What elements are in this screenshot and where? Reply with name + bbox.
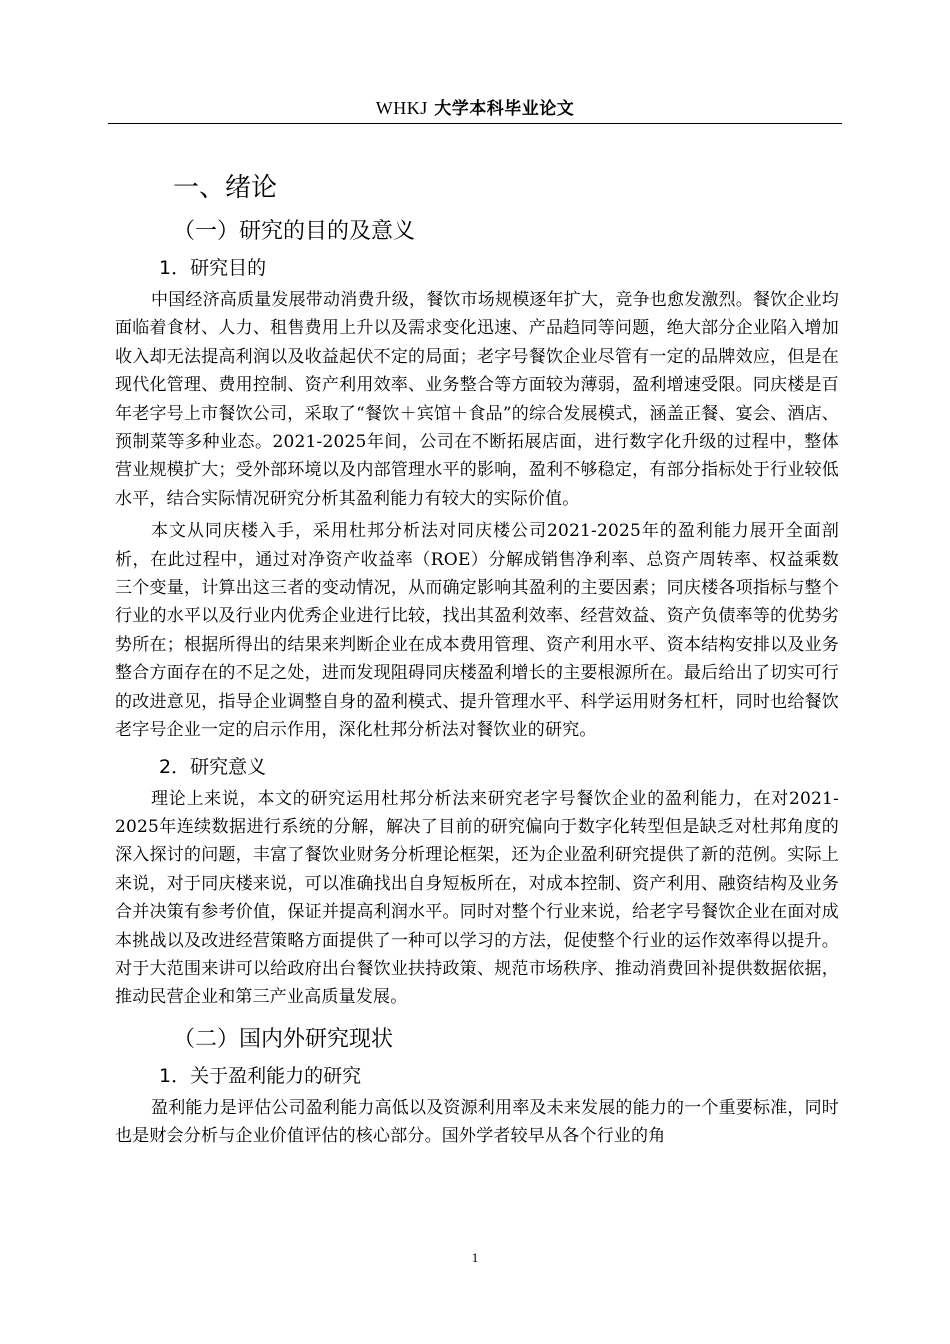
- subsection-heading-significance: 2．研究意义: [159, 755, 267, 778]
- document-body: [115, 166, 839, 1155]
- paragraph: 盈利能力是评估公司盈利能力高低以及资源利用率及未来发展的能力的一个重要标准，同时也是财会分析与企业价值评估的核心部分。国外学者较早从各个行业的角: [115, 1097, 839, 1147]
- header-rule: [108, 123, 842, 124]
- paragraph: 本文从同庆楼入手，采用杜邦分析法对同庆楼公司2021-2025年的盈利能力展开全面剖析，在此过程中，通过对净资产收益率（ROE）分解成销售净利率、总资产周转率、权益乘数三个变量，计算出这三者的变动情况，从而确定影响其盈利的主要因素；同庆楼各项指标与整个行业的水平以及行业内优秀企业进行比较，找出其盈利效率、经营效益、资产负债率等的优势劣势所在；根据所得出的结果来判断企业在成本费用管理、资产利用水平、资本结构安排以及业务整合方面存在的不足之处，进而发现阻碍同庆楼盈利增长的主要根源所在。最后给出了切实可行的改进意见，指导企业调整自身的盈利模式、提升管理水平、科学运用财务杠杆，同时也给餐饮老字号企业一定的启示作用，深化杜邦分析法对餐饮业的研究。: [115, 521, 839, 741]
- section-heading-purpose-significance: （一）研究的目的及意义: [173, 219, 416, 244]
- subsection-heading-profitability: 1．关于盈利能力的研究: [159, 1064, 362, 1087]
- paragraph: 理论上来说，本文的研究运用杜邦分析法来研究老字号餐饮企业的盈利能力，在对2021-2025年连续数据进行系统的分解，解决了目前的研究偏向于数字化转型但是缺乏对杜邦角度的深入探讨的问题，丰富了餐饮业财务分析理论框架，还为企业盈利研究提供了新的范例。实际上来说，对于同庆楼来说，可以准确找出自身短板所在，对成本控制、资产利用、融资结构及业务合并决策有参考价值，保证并提高利润水平。同时对整个行业来说，给老字号餐饮企业在面对成本挑战以及改进经营策略方面提供了一种可以学习的方法，促使整个行业的运作效率得以提升。对于大范围来讲可以给政府出台餐饮业扶持政策、规范市场秩序、推动消费回补提供数据依据，推动民营企业和第三产业高质量发展。: [115, 788, 839, 1008]
- paragraph: 中国经济高质量发展带动消费升级，餐饮市场规模逐年扩大，竞争也愈发激烈。餐饮企业均面临着食材、人力、租售费用上升以及需求变化迅速、产品趋同等问题，绝大部分企业陷入增加收入却无法提高利润以及收益起伏不定的局面；老字号餐饮企业尽管有一定的品牌效应，但是在现代化管理、费用控制、资产利用效率、业务整合等方面较为薄弱，盈利增速受限。同庆楼是百年老字号上市餐饮公司，采取了“餐饮＋宾馆＋食品”的综合发展模式，涵盖正餐、宴会、酒店、预制菜等多种业态。2021-2025年间，公司在不断拓展店面，进行数字化升级的过程中，整体营业规模扩大；受外部环境以及内部管理水平的影响，盈利不够稳定，有部分指标处于行业较低水平，结合实际情况研究分析其盈利能力有较大的实际价值。: [115, 290, 839, 509]
- header-school-code: WHKJ: [375, 98, 428, 118]
- chapter-title: 一、绪论: [173, 173, 278, 203]
- subsection-heading-purpose: 1．研究目的: [159, 257, 267, 279]
- header-title: 大学本科毕业论文: [434, 99, 575, 119]
- page-header: [108, 94, 842, 122]
- section-heading-research-status: （二）国内外研究现状: [173, 1026, 394, 1052]
- page-number: 1: [471, 1250, 479, 1265]
